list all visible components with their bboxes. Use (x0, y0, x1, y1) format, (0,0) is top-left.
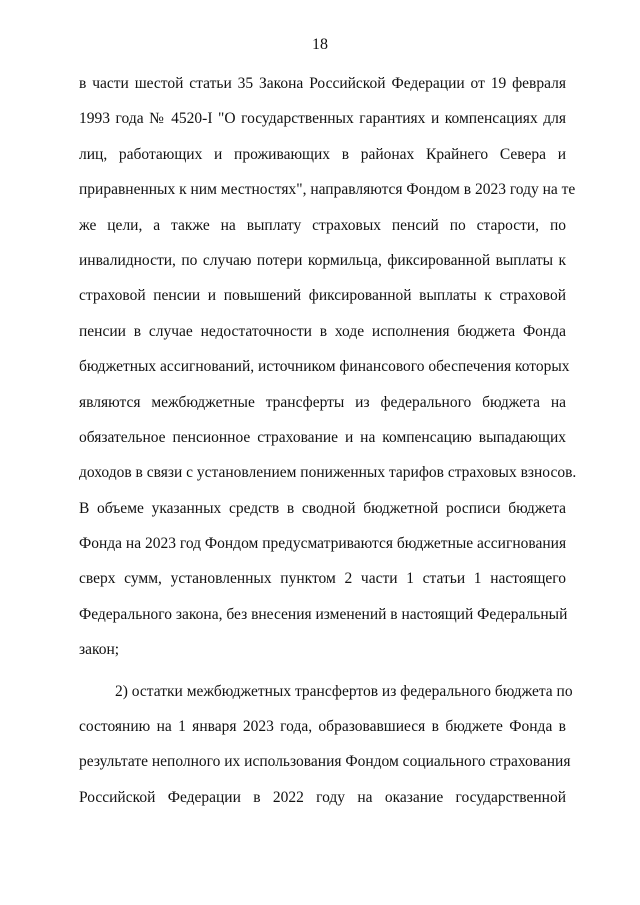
text-line: результате неполного их использования Фондом социального страхования (79, 753, 571, 771)
text-line: Федерального закона, без внесения изменений в настоящий Федеральный (79, 605, 568, 623)
text-line: пенсии в случае недостаточности в ходе исполнения бюджета Фонда (79, 322, 566, 340)
text-line: лиц, работающих и проживающих в районах Крайнего Севера и (79, 145, 566, 163)
text-line: Российской Федерации в 2022 году на оказание государственной (79, 788, 566, 806)
text-line: В объеме указанных средств в сводной бюджетной росписи бюджета (79, 499, 566, 517)
text-line: являются межбюджетные трансферты из федерального бюджета на (79, 393, 566, 411)
text-line: страховой пенсии и повышений фиксированной выплаты к страховой (79, 287, 566, 305)
paragraph-2 (79, 674, 573, 816)
text-line: бюджетных ассигнований, источником финансового обеспечения которых (79, 358, 570, 376)
text-line: приравненных к ним местностях", направляются Фондом в 2023 году на те (79, 181, 576, 199)
text-line: сверх сумм, установленных пунктом 2 части 1 статьи 1 настоящего (79, 570, 566, 588)
paragraph-1 (79, 66, 577, 668)
text-line: обязательное пенсионное страхование и на компенсацию выпадающих (79, 428, 566, 446)
text-line: состоянию на 1 января 2023 года, образовавшиеся в бюджете Фонда в (79, 718, 566, 736)
text-line: доходов в связи с установлением пониженных тарифов страховых взносов. (79, 464, 577, 482)
text-line: Фонда на 2023 год Фондом предусматриваются бюджетные ассигнования (79, 535, 567, 553)
text-line: же цели, а также на выплату страховых пенсий по старости, по (79, 216, 566, 234)
page-number: 18 (312, 36, 328, 53)
text-line: в части шестой статьи 35 Закона Российской Федерации от 19 февраля (79, 75, 566, 92)
text-line: 1993 года № 4520-I "О государственных гарантиях и компенсациях для (79, 110, 566, 128)
text-line: закон; (79, 641, 120, 659)
text-line: 2) остатки межбюджетных трансфертов из федерального бюджета по (115, 682, 573, 700)
text-line: инвалидности, по случаю потери кормильца, фиксированной выплаты к (79, 251, 566, 269)
document-body (79, 66, 577, 815)
